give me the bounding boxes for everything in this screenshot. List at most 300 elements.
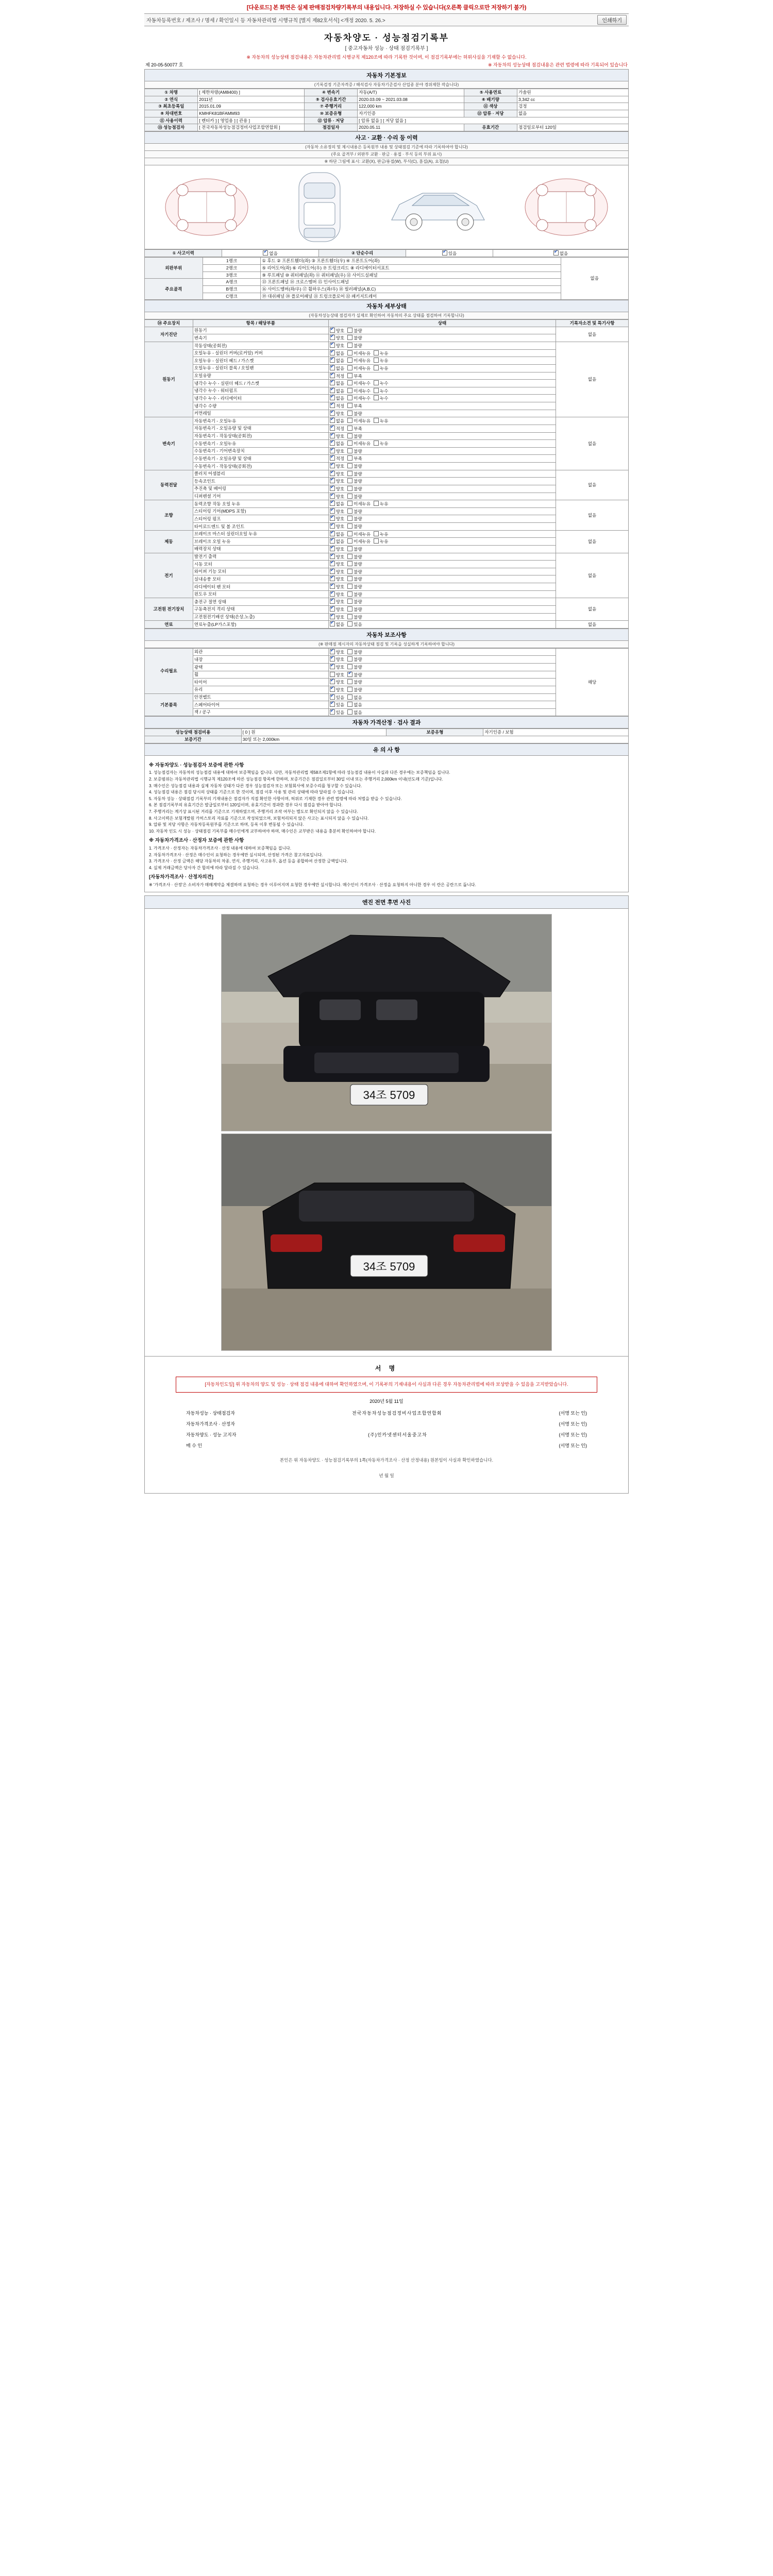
extra-item-label: 광택 (193, 664, 328, 671)
state-option[interactable]: ✔ 양호 (330, 516, 344, 522)
state-option[interactable]: ✔ 양호 (330, 576, 344, 582)
field-key: ⑤ 사용연료 (464, 89, 517, 96)
state-options[interactable] (328, 561, 556, 568)
panel-rank-table (144, 257, 629, 300)
state-item-label: 오일누유 - 실린더 커버(로커암) 커버 (193, 349, 328, 357)
state-options[interactable] (328, 455, 556, 463)
state-option[interactable]: ✔ 없음 (330, 380, 344, 386)
extra-options[interactable] (328, 679, 556, 686)
field-key: ⑨ 검사유효기간 (304, 96, 357, 103)
state-options[interactable] (328, 598, 556, 606)
notice-line: 6. 본 점검기록부의 유효기간은 발급일로부터 120일이며, 유효기간이 경과한 경우 다시 점검을 받아야 합니다. (149, 803, 343, 808)
device-group-label: 자기진단 (145, 327, 193, 342)
extra-item-label: 내장 (193, 656, 328, 664)
table-row (145, 417, 629, 425)
extra-option[interactable]: 불량 (347, 679, 362, 685)
notice-line: 1. 가격조사 · 산정자는 자동차가격조사 · 산정 내용에 대하여 보증책임을 집니다. (149, 846, 292, 851)
extra-item-label: 휠 (193, 671, 328, 679)
state-item-label: 작동상태(공회전) (193, 342, 328, 350)
extra-options[interactable] (328, 656, 556, 664)
state-option[interactable]: ✔ 양호 (330, 335, 344, 341)
state-item-label: 자동변속기 - 오일누유 (193, 417, 328, 425)
state-options[interactable] (328, 478, 556, 485)
signature-seal[interactable]: (서명 또는 인) (559, 1421, 587, 1427)
state-option[interactable]: 불량 (347, 546, 362, 552)
state-options[interactable] (328, 590, 556, 598)
state-item-label: 배력장치 상태 (193, 545, 328, 553)
state-item-label: 연료누출(LP가스포함) (193, 621, 328, 629)
extra-option[interactable]: 양호 (330, 672, 344, 678)
state-option[interactable]: 불량 (347, 411, 362, 417)
state-options[interactable] (328, 380, 556, 387)
state-option[interactable]: 누유 (374, 538, 388, 545)
state-option[interactable]: 누유 (374, 365, 388, 371)
state-item-label: 추진축 및 베어링 (193, 485, 328, 493)
state-option[interactable]: ✔ 양호 (330, 433, 344, 439)
download-warning: [다운로드] 본 화면은 실제 판매점검차량기록부의 내용입니다. 저장하실 수 있습니다(오른쪽 클릭으로만 저장하기 불가) (246, 5, 527, 11)
extra-item-label: 안전벨트 (193, 693, 328, 701)
state-item-label: 클러치 어셈블리 (193, 470, 328, 478)
field-value-inspect-date: 2020.05.11 (358, 124, 464, 131)
signature-section (144, 1357, 629, 1494)
state-options[interactable] (328, 357, 556, 365)
extra-option[interactable]: ✔ 양호 (330, 649, 344, 655)
state-remark: 없음 (556, 621, 629, 629)
state-options[interactable] (328, 523, 556, 531)
signature-role: 자동차성능 · 상태점검자 (186, 1411, 235, 1416)
extra-options[interactable] (328, 693, 556, 701)
signature-role: 자동차양도 · 성능 고지자 (186, 1432, 237, 1438)
registration-line (144, 60, 629, 69)
state-option[interactable]: 누유 (374, 350, 388, 357)
notice-heading: ※ 자동차양도 · 성능점검자 보증에 관한 사항 (149, 762, 244, 768)
state-option[interactable]: 불량 (347, 599, 362, 605)
frame-panel-label: 주요골격 (145, 279, 203, 300)
extra-options[interactable] (328, 701, 556, 709)
state-option[interactable]: ✔ 없음 (330, 621, 344, 628)
table-row (145, 110, 629, 117)
state-options[interactable] (328, 463, 556, 470)
state-remark: 없음 (556, 500, 629, 531)
state-options[interactable] (328, 538, 556, 546)
state-option[interactable]: 누유 (374, 358, 388, 364)
device-group-label: 동력전달 (145, 470, 193, 500)
signature-date: 2020년 5월 11일 (369, 1399, 404, 1404)
state-options[interactable] (328, 500, 556, 508)
state-option[interactable]: ✔ 양호 (330, 561, 344, 567)
extra-options[interactable] (328, 671, 556, 679)
table-row (145, 89, 629, 96)
table-row (145, 96, 629, 103)
state-options[interactable] (328, 372, 556, 380)
record-sheet (144, 28, 629, 1494)
extra-item-label: 타이어 (193, 679, 328, 686)
table-row (145, 272, 629, 279)
state-option[interactable]: 불량 (347, 569, 362, 575)
state-options[interactable] (328, 605, 556, 613)
state-option[interactable]: 불량 (347, 523, 362, 530)
state-options[interactable] (328, 507, 556, 515)
state-option[interactable]: 누유 (374, 440, 388, 447)
extra-option[interactable]: ✔ 양호 (330, 679, 344, 685)
state-option[interactable]: ✔ 적정 (330, 426, 344, 432)
extra-remark: 해당 (556, 648, 629, 716)
state-item-label: 자동변속기 - 작동상태(공회전) (193, 432, 328, 440)
price-key-0: 성능상태 점검비용 (145, 729, 242, 736)
state-option[interactable]: 부족 (347, 403, 362, 409)
state-option[interactable]: 누수 (374, 395, 388, 401)
extra-option[interactable]: ✔ 양호 (330, 656, 344, 663)
signature-role: 자동차가격조사 · 산정자 (186, 1421, 235, 1427)
table-row (145, 117, 629, 124)
device-group-label: 변속기 (145, 417, 193, 470)
field-value: 없음 (517, 110, 629, 117)
state-remark: 없음 (556, 342, 629, 417)
signature-row (186, 1431, 587, 1438)
state-option[interactable]: 불량 (347, 509, 362, 515)
state-option[interactable]: 불량 (347, 335, 362, 341)
state-option[interactable]: ✔ 없음 (330, 440, 344, 447)
outer-panel-label: 외판부위 (145, 258, 203, 279)
state-item-label: 커먼레일 (193, 410, 328, 417)
extra-item-label: 유리 (193, 686, 328, 693)
state-item-label: 수동변속기 - 작동상태(공회전) (193, 463, 328, 470)
price-value-2: 30일 또는 2,000km (241, 736, 628, 743)
state-option[interactable]: ✔ 없음 (330, 531, 344, 537)
field-value-valid: 점검일로부터 120일 (517, 124, 629, 131)
state-item-label: 라디에이터 팬 모터 (193, 583, 328, 591)
state-option[interactable]: 불량 (347, 463, 362, 469)
notice-line: 3. 가격조사 · 산정 금액은 해당 자동차의 차종, 연식, 주행거리, 사고유무, 옵션 등을 종합하여 산정한 금액입니다. (149, 859, 348, 864)
state-option[interactable]: 미세누유 (347, 440, 371, 447)
signature-seal[interactable]: (서명 또는 인) (559, 1411, 587, 1416)
simple-repair-label: ② 단순수리 (319, 249, 406, 257)
extra-option[interactable]: 없음 (347, 702, 362, 708)
field-key-usage: ⑪ 사용이력 (145, 117, 198, 124)
state-option[interactable]: 불량 (347, 561, 362, 567)
state-option[interactable]: 미세누수 (347, 388, 371, 394)
extra-option[interactable]: 불량 (347, 649, 362, 655)
state-options[interactable] (328, 327, 556, 334)
command-row (144, 13, 629, 26)
extra-option[interactable]: ✔ 불량 (347, 672, 362, 678)
field-value: 가솔린 (517, 89, 629, 96)
state-option[interactable]: 미세누유 (347, 365, 371, 371)
car-diagram-top-view (281, 168, 358, 246)
state-options[interactable] (328, 395, 556, 402)
field-value-inspector: [ 전국자동차성능점검정비사업조합연합회 ] (198, 124, 305, 131)
signature-name: (주)인카넷센터서울중고차 (368, 1432, 427, 1438)
state-option[interactable]: ✔ 양호 (330, 591, 344, 598)
extra-table (144, 648, 629, 717)
state-options[interactable] (328, 485, 556, 493)
usage-change-value[interactable]: ✔ 없음 (493, 249, 629, 257)
state-option[interactable]: 있음 (347, 621, 362, 628)
state-option[interactable]: ✔ 없음 (330, 365, 344, 371)
extra-option[interactable]: ✔ 있음 (330, 694, 344, 701)
extra-option[interactable]: 불량 (347, 687, 362, 693)
extra-options[interactable] (328, 648, 556, 656)
state-option[interactable]: 부족 (347, 455, 362, 462)
state-options[interactable] (328, 621, 556, 629)
field-value: 2011년 (198, 96, 305, 103)
state-options[interactable] (328, 545, 556, 553)
notice-title: 유 의 사 항 (144, 743, 629, 756)
state-option[interactable]: ✔ 없음 (330, 538, 344, 545)
state-option[interactable]: ✔ 양호 (330, 509, 344, 515)
state-option[interactable]: 누유 (374, 418, 388, 424)
field-key-valid: 유효기간 (464, 124, 517, 131)
state-remark: 없음 (556, 598, 629, 621)
signature-seal[interactable]: (서명 또는 인) (559, 1432, 587, 1438)
state-option[interactable]: ✔ 양호 (330, 599, 344, 605)
state-option[interactable]: 불량 (347, 478, 362, 484)
state-option[interactable]: ✔ 양호 (330, 569, 344, 575)
state-option[interactable]: 미세누유 (347, 418, 371, 424)
simple-repair-value[interactable]: ✔ 있음 (406, 249, 493, 257)
state-option[interactable]: 불량 (347, 328, 362, 334)
field-value: 자동(A/T) (358, 89, 464, 96)
table-row (145, 327, 629, 334)
state-option[interactable]: ✔ 양호 (330, 614, 344, 620)
law-notice: ※ 자동차의 성능상태 점검내용은 자동차관리법 시행규칙 제120조에 따라 기록한 것이며, 이 점검기록부에는 허위사실을 기재할 수 없습니다. (246, 55, 527, 60)
state-option[interactable]: ✔ 없음 (330, 395, 344, 401)
state-option[interactable]: 미세누유 (347, 531, 371, 537)
state-option[interactable]: 누유 (374, 531, 388, 537)
table-row (145, 124, 629, 131)
extra-option[interactable]: 불량 (347, 656, 362, 663)
notice-line: 2. 자동차가격조사 · 산정은 매수인이 요청하는 경우에만 실시되며, 산정된 가격은 참고자료입니다. (149, 852, 323, 857)
state-option[interactable]: ✔ 없음 (330, 388, 344, 394)
state-remark: 없음 (556, 553, 629, 598)
state-options[interactable] (328, 575, 556, 583)
state-options[interactable] (328, 425, 556, 432)
registration-number: 제 20-05-50077 호 (145, 62, 183, 67)
state-options[interactable] (328, 402, 556, 410)
field-value: [ 제한차량(AM8400) ] (198, 89, 305, 96)
state-option[interactable]: ✔ 양호 (330, 478, 344, 484)
rank-label: 1랭크 (203, 258, 261, 265)
state-option[interactable]: ✔ 양호 (330, 584, 344, 590)
extra-option[interactable]: ✔ 있음 (330, 709, 344, 716)
state-item-label: 등속조인트 (193, 478, 328, 485)
table-header-row (145, 320, 629, 327)
signature-name: 전국자동차성능점검정비사업조합연합회 (351, 1411, 442, 1416)
state-options[interactable] (328, 613, 556, 621)
state-option[interactable]: ✔ 양호 (330, 523, 344, 530)
state-option[interactable]: ✔ 없음 (330, 350, 344, 357)
notice-line: 5. 자동차 성능 · 상태점검 기록부의 기재내용은 점검자가 직접 확인한 사항이며, 허위로 기재한 경우 관련 법령에 따라 처벌을 받을 수 있습니다. (149, 796, 402, 801)
state-item-label: 발전기 출력 (193, 553, 328, 561)
state-item-label: 원동기 (193, 327, 328, 334)
state-option[interactable]: 불량 (347, 448, 362, 454)
extra-options[interactable] (328, 686, 556, 693)
state-option[interactable]: 불량 (347, 606, 362, 613)
state-option[interactable]: ✔ 양호 (330, 411, 344, 417)
state-option[interactable]: ✔ 양호 (330, 546, 344, 552)
table-row (145, 265, 629, 272)
state-options[interactable] (328, 447, 556, 455)
state-option[interactable]: ✔ 양호 (330, 328, 344, 334)
state-option[interactable]: ✔ 없음 (330, 358, 344, 364)
car-diagram-side-view (384, 168, 492, 246)
extra-option[interactable]: ✔ 있음 (330, 702, 344, 708)
state-option[interactable]: 미세누유 (347, 538, 371, 545)
state-option[interactable]: 불량 (347, 591, 362, 598)
state-remark: 없음 (556, 470, 629, 500)
field-value: 122,000 km (358, 103, 464, 110)
state-options[interactable] (328, 568, 556, 575)
extra-options[interactable] (328, 664, 556, 671)
state-option[interactable]: 미세누유 (347, 501, 371, 507)
state-option[interactable]: ✔ 양호 (330, 448, 344, 454)
state-table-body (145, 327, 629, 628)
field-key: ④ 변속기 (304, 89, 357, 96)
state-item-label: 고전원전기배선 상태(손상,노출) (193, 613, 328, 621)
state-option[interactable]: ✔ 양호 (330, 494, 344, 500)
state-options[interactable] (328, 583, 556, 591)
state-options[interactable] (328, 440, 556, 448)
notice-heading: [자동차가격조사 · 산정자의견] (149, 874, 213, 880)
extra-option[interactable]: 없음 (347, 709, 362, 716)
state-option[interactable]: ✔ 양호 (330, 471, 344, 477)
field-key: ⑥ 배기량 (464, 96, 517, 103)
state-option[interactable]: 부족 (347, 373, 362, 379)
state-options[interactable] (328, 342, 556, 350)
notice-line: 4. 실제 거래금액은 당사자 간 합의에 따라 달라질 수 있습니다. (149, 865, 260, 870)
state-option[interactable]: 누수 (374, 388, 388, 394)
state-options[interactable] (328, 417, 556, 425)
table-row (145, 648, 629, 656)
accident-history-label: ① 사고이력 (145, 249, 222, 257)
rank-label: A랭크 (203, 279, 261, 286)
state-item-label: 오일유량 (193, 372, 328, 380)
rank-label: B랭크 (203, 285, 261, 293)
state-option[interactable]: ✔ 적정 (330, 455, 344, 462)
state-option[interactable]: 불량 (347, 433, 362, 439)
damage-diagram (144, 165, 629, 249)
state-item-label: 오일누유 - 실린더 블록 / 오일팬 (193, 364, 328, 372)
field-key: ② 연식 (145, 96, 198, 103)
state-option[interactable]: 불량 (347, 494, 362, 500)
field-key-inspect-date: 점검일자 (304, 124, 357, 131)
state-option[interactable]: 미세누수 (347, 395, 371, 401)
extra-option[interactable]: 없음 (347, 694, 362, 701)
state-options[interactable] (328, 364, 556, 372)
extra-option[interactable]: ✔ 양호 (330, 687, 344, 693)
price-value-1: 자기인증 / 보험 (483, 729, 629, 736)
state-options[interactable] (328, 349, 556, 357)
table-row (145, 729, 629, 736)
field-key: ⑫ 압류 · 저당 (464, 110, 517, 117)
state-option[interactable]: 불량 (347, 486, 362, 492)
section-state-title: 자동차 세부상태 (144, 300, 629, 312)
state-option[interactable]: ✔ 양호 (330, 554, 344, 560)
document-title-block (144, 28, 629, 53)
car-diagram-rear-view (517, 168, 615, 246)
table-row (145, 285, 629, 293)
field-key: ③ 최초등록일 (145, 103, 198, 110)
state-item-label: 실내송풍 모터 (193, 575, 328, 583)
state-option[interactable]: 누수 (374, 380, 388, 386)
price-key-2: 보증기간 (145, 736, 242, 743)
state-option[interactable]: ✔ 적정 (330, 403, 344, 409)
table-row (145, 736, 629, 743)
state-option[interactable]: 불량 (347, 584, 362, 590)
panel-remark: 없음 (561, 258, 628, 300)
signature-row (186, 1420, 587, 1427)
state-option[interactable]: 미세누수 (347, 380, 371, 386)
state-options[interactable] (328, 553, 556, 561)
notice-line: 7. 주행거리는 계기상 표시된 거리를 기준으로 기재하였으며, 주행거리 조작 여부는 별도로 확인되지 않을 수 있습니다. (149, 809, 358, 814)
table-row (145, 258, 629, 265)
extra-options[interactable] (328, 708, 556, 716)
state-option[interactable]: 불량 (347, 516, 362, 522)
signature-title: 서 명 (375, 1364, 398, 1372)
state-item-label: 동력조향 작동 오일 누유 (193, 500, 328, 508)
state-option[interactable]: 불량 (347, 614, 362, 620)
state-options[interactable] (328, 493, 556, 500)
state-options[interactable] (328, 432, 556, 440)
rank-label: 2랭크 (203, 265, 261, 272)
state-item-label: 스티어링 펌프 (193, 515, 328, 523)
state-table (144, 319, 629, 629)
state-option[interactable]: ✔ 양호 (330, 343, 344, 349)
state-option[interactable]: 미세누유 (347, 350, 371, 357)
state-item-label: 자동변속기 - 오일유량 및 상태 (193, 425, 328, 432)
state-item-label: 오일누유 - 실린더 헤드 / 가스켓 (193, 357, 328, 365)
state-option[interactable]: ✔ 양호 (330, 486, 344, 492)
field-key: ① 차명 (145, 89, 198, 96)
state-item-label: 냉각수 누수 - 라디에이터 (193, 395, 328, 402)
field-value: 3,342 cc (517, 96, 629, 103)
state-options[interactable] (328, 470, 556, 478)
state-options[interactable] (328, 515, 556, 523)
extra-item-label: 외관 (193, 648, 328, 656)
state-option[interactable]: 불량 (347, 554, 362, 560)
state-option[interactable]: 부족 (347, 426, 362, 432)
state-option[interactable]: ✔ 없음 (330, 418, 344, 424)
state-option[interactable]: 불량 (347, 343, 362, 349)
state-option[interactable]: 미세누유 (347, 358, 371, 364)
state-options[interactable] (328, 334, 556, 342)
state-options[interactable] (328, 410, 556, 417)
photo-section-title: 엔진 전면 후면 사진 (144, 895, 629, 909)
state-options[interactable] (328, 387, 556, 395)
signature-seal[interactable]: (서명 또는 인) (559, 1443, 587, 1449)
field-value: 자기인증 (358, 110, 464, 117)
state-option[interactable]: 불량 (347, 576, 362, 582)
print-button[interactable]: 인쇄하기 (597, 15, 627, 25)
state-options[interactable] (328, 530, 556, 538)
state-option[interactable]: ✔ 양호 (330, 606, 344, 613)
state-option[interactable]: ✔ 없음 (330, 501, 344, 507)
car-diagram-front-view (158, 168, 256, 246)
section-accident-head-note: (주요 골격부 / 외판부 교환 · 판금 · 용접 · 부식 등의 부위 표시) (144, 151, 629, 158)
table-row (145, 293, 629, 300)
state-item-label: 충전구 절연 상태 (193, 598, 328, 606)
accident-history-value[interactable]: ✔ 없음 (222, 249, 319, 257)
extra-option[interactable]: 불량 (347, 664, 362, 670)
state-option[interactable]: 불량 (347, 471, 362, 477)
state-option[interactable]: ✔ 양호 (330, 463, 344, 469)
signature-footer: 본인은 위 자동차양도 · 성능점검기록부의 1쪽(자동차가격조사 · 산정 산정내용) 원본임이 사실과 확인하였습니다. (280, 1458, 493, 1463)
device-group-label: 제동 (145, 530, 193, 553)
state-option[interactable]: ✔ 적정 (330, 373, 344, 379)
extra-option[interactable]: ✔ 양호 (330, 664, 344, 670)
field-key-inspector: ⑬ 성능점검자 (145, 124, 198, 131)
state-option[interactable]: 누유 (374, 501, 388, 507)
